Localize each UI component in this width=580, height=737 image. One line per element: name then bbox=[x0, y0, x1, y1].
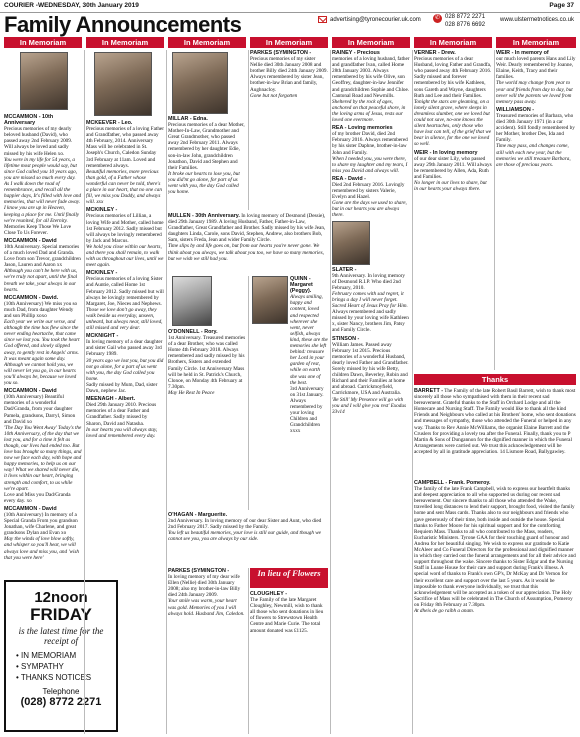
email-icon bbox=[318, 16, 327, 23]
column-rule bbox=[84, 50, 85, 734]
ad-caption: is the latest time for the receipt of bbox=[18, 626, 104, 646]
in-lieu-header: In lieu of Flowers bbox=[250, 568, 328, 588]
notice-tail: Memories Keep Those We Love Close To Us Forever. bbox=[4, 223, 72, 236]
notice-odonnell bbox=[168, 329, 246, 509]
notice-verse: Beautiful memories, more precious than gold, of a Father whose wonderful can never be told, there's a place in our heart, that no one can fill, we miss you Daddy, and always will. xxx bbox=[86, 168, 162, 206]
notice-head: QUINN - Margaret (Peggy). bbox=[290, 276, 313, 295]
notice-body: 2nd Anniversary. In loving memory of our dear Sister and Aunt, who died 2nd February 2017. Sadly missed by the Family. bbox=[168, 518, 322, 531]
notice-head: MCCAMMON - David bbox=[4, 237, 57, 244]
notice-body: Precious memories of a dear Husband, loving Father and Grandfa, who passed away 4th February 2016. Sadly missed and forever remembered by his wife Kathleen, sons Gareth and Wayne, daughters Ruth and Lee and their Families. bbox=[414, 56, 492, 99]
notice-body: (10th Anniversary) Beautiful memories of a wonderful Dad/Granda, from your daughter Pamela, grandsons, Darryl, Simon and David xo bbox=[4, 394, 76, 425]
notice-verse: Gone are the days we used to share, but in our hearts you are always there. bbox=[332, 200, 407, 219]
column-rule bbox=[412, 50, 413, 734]
page-number: Page 37 bbox=[549, 2, 574, 9]
notice-verse: The world may change from year to year and friends from day to day, but never will the parents we loved from memory pass away. bbox=[496, 80, 573, 105]
ad-item: • IN MEMORIAM bbox=[16, 651, 77, 660]
notice-body: Treasured memories of Barbara, who died 30th January 1971 (in a car accident). Still fondly remembered by her Mother, brother Des, Ida and Family. bbox=[496, 112, 575, 144]
website-link[interactable]: www.ulstermetnotices.co.uk bbox=[500, 17, 575, 23]
notice-body: 3rd Anniversary on 31st January. Always remembered by your loving Children and Grandchildren xxxx bbox=[290, 385, 324, 435]
photo-odonnell bbox=[172, 276, 212, 326]
column-5 bbox=[332, 50, 410, 732]
section-header-6: In Memoriam bbox=[414, 37, 492, 48]
notice-body: 1st Anniversary. Treasured memories of a dear Brother, who was called Home 4th February 2018. Always remembered and sadly missed by his Brothers, Sisters and extended Family Circle. 1st Anniversary Mass will be held in St. Patrick's Church, Clonoe, on Monday 4th February at 7.30pm. bbox=[168, 335, 246, 390]
notice-verse: You left us beautiful memories, your love is still our guide, and though we cannot see you, you are always by our side. bbox=[168, 530, 321, 543]
notice-verse: 'Be Still' My Presence will go with you and I will give you rest' Exodus 33v14 bbox=[332, 396, 406, 415]
notice-head: REA - David - bbox=[332, 175, 366, 182]
photo-slater bbox=[332, 221, 370, 265]
thanks-header: Thanks bbox=[414, 374, 576, 385]
notice-body: Precious memories of a loving Father and Grandfather, who passed away 4th February, 2014. Anniversary Mass will be celebrated in St. Joseph's Church, Caledon Sunday 3rd February at 11am. Loved and remembered always. bbox=[86, 126, 164, 169]
notice-barrett bbox=[414, 388, 576, 476]
notice-head: WILLIAMSON - bbox=[496, 106, 535, 113]
notice-body: The Family of the late Margaret Cloughley, Newmill, wish to thank all those who sent donations in lieu of flowers to Strewstown Health Centre and Marie Curie. The total amount donated was £1125. bbox=[250, 597, 324, 634]
notice-tail: Love and Miss you Dad/Granda every day. xo bbox=[4, 491, 71, 504]
notice-head: SLATER - bbox=[332, 266, 357, 273]
notice-body: Died 2nd February 2016. Lovingly remembered by sisters Valerie, Evelyn and Hazel. bbox=[332, 181, 405, 201]
notice-body: Precious memories of my sister Nellie died 30th January 2008 and brother Billy died 24th January 2009. Always remembered by sister Jean, brother-in-law Brian and family, Aughnacloy. bbox=[250, 56, 328, 93]
notice-campbell bbox=[414, 480, 576, 732]
notice-tail: Sadly missed by Mum, Dad, sister Dawn, nephew Jac. bbox=[86, 381, 158, 395]
notice-verse: Your smile was warm, your heart was gold. Memories of you I will always hold. Husband Jim, Caledon. bbox=[168, 598, 245, 617]
notice-head: CAMPBELL - Frank. Pomeroy. bbox=[414, 480, 491, 486]
masthead bbox=[0, 13, 580, 37]
notice-body: Precious memories of Lillian, a loving Wife and Mother, called home 1st February 2012. Sadly missed but will always be lovingly remembered by Jack and Marcus. bbox=[86, 213, 164, 244]
notice-body: of our dear sister Lily, who passed away 29th January 2011. Will always be remembered by Allen, Ada, Ruth and Families. bbox=[414, 155, 492, 180]
notice-head: MCCAMMON - 10th Anniversary bbox=[4, 114, 54, 127]
notice-body: 10th Anniversary. Special memories of a much loved Dad and Granda. Love from son Trevor, grandchildren Jason, Lauren and Aaron xx bbox=[4, 243, 81, 269]
ad-telephone: (028) 8772 2271 bbox=[20, 696, 102, 708]
notice-head: MCCAMMON - David bbox=[4, 388, 57, 395]
notice-head: WEIR - In loving memory bbox=[414, 149, 478, 156]
notice-head: RAINEY - Precious bbox=[332, 50, 380, 56]
column-2 bbox=[86, 120, 164, 732]
notice-head: MILLAR - Edna. bbox=[168, 116, 208, 122]
notice-tail: Always remembered and sadly missed by your loving wife Kathleen x, sister Nancy, brothers Jim, Patsy and Family Circle. bbox=[332, 309, 409, 334]
notice-body: our much loved parents Hans and Lily Weir. Dearly remembered by Joanne, Elaine, Keith, Tracy and their families. bbox=[496, 56, 576, 81]
notice-verse: Gone but not forgotten bbox=[250, 92, 298, 99]
notice-verse: Each year we write our verse, and although the time has flew since the never ending heartache, that came since we lost you. You took the heart God offered, and slowly slipped away, to gently rest in Angels' arms. It was meant again some day. Although we cannot hold you, we will never let you go, in our hearts you'll always be, because we loved you so. bbox=[4, 319, 80, 387]
notice-head: REA - Loving memories bbox=[332, 125, 393, 132]
notice-millar bbox=[168, 116, 246, 212]
section-header-2: In Memoriam bbox=[86, 37, 164, 48]
photo-quinn bbox=[252, 276, 288, 324]
notice-body: 9th Anniversary. In loving memory of Desmond R.I.P. Who died 2nd February, 2010. bbox=[332, 272, 405, 291]
column-rule bbox=[166, 50, 167, 734]
notice-verse: Always smiling, happy and content, loved and respected wherever she went, never selfish, always kind, these are the memories she left behind: treasure her Lord in your garden of rest, while on earth she was one of the best. bbox=[290, 294, 328, 386]
section-header-5: In Memoriam bbox=[332, 37, 410, 48]
notice-body: The Family of the late Robert Basil Barrett, wish to thank most sincerely all those who sympathised with them in their recent sad bereavement. Grateful thanks to the Staff in Orchard Lodge and all the Homecare and Nursing Staff. The Family would like to thank all the kind Friends and Neighbours who called at his Brothers' home, who sent donations and messages of sympathy, those who attended the Funeral or helped in any way. Thanks to Rev Annie McWilliams, the organist Elaine Barrett and the Cruslers for providing a lovely tea after the Funeral. Finally, thank you to P Martin & Sons of Dungannon for the dignified manner in which the Funeral Arrangements were carried out. We trust this acknowledgement will be accepted by all in gratitude appreciation. 14 Lismore Road, Ballygawley. bbox=[414, 388, 576, 455]
notice-verse: May the winds of love blow softly, and whisper so you'll hear, we will always love and miss you, and 'wish that you were here' bbox=[4, 536, 80, 561]
notice-head: VERNER - Drew. bbox=[414, 50, 456, 56]
notice-head: MCKINLEY - bbox=[86, 207, 118, 214]
notice-body: (10th Anniversary) In memory of a Special Granda From you grandson Jonathan, wife Charlene, and great grandsons Dylan and Evan xo bbox=[4, 512, 78, 537]
paper-date: COURIER -WEDNESDAY, 30th January 2019 bbox=[4, 2, 139, 9]
notice-verse: No longer in our lives to share, but in our hearts your always there. bbox=[414, 179, 487, 193]
notice-body: (10th Anniversary) We miss you so much Dad, from daughter Wendy and son Phillip xoxo bbox=[4, 300, 78, 319]
notice-body: In loving memory of Desmond (Dessie), died 29th January 1989. A loving Husband, Father, Father-in-Law, Grandfather, Great Grandfather and Brother. Sadly missed by his wife Jean, daughters Linda, Carole, sons David, Stephen, Andrew, also brothers Bob, Sam, sisters Freda, Jean and wider Family Circle. bbox=[168, 213, 326, 244]
ad-item: • THANKS NOTICES bbox=[16, 673, 92, 682]
phone-icon: ✆ bbox=[434, 15, 441, 21]
section-header-4: In Memoriam bbox=[250, 37, 328, 48]
column-7 bbox=[496, 50, 576, 370]
notice-verse: You were in my life for 54 years, a lifetime most people would say, but since God called you 10 years ago, you are missed so much every day. As I walk down the road of remembrance, and recall all the happier days, It's filled with love and memories, that will never fade away. I know you are up in Heaven, keeping a place for me. Until finally we're reunited, for all Eternity. bbox=[4, 156, 82, 224]
notice-quinn bbox=[290, 276, 328, 508]
notice-body: The family of the late Frank Campbell, wish to express our heartfelt thanks and deepest appreciation to all who supported us during our recent sad bereavement. Our sincere thanks to all those who attended the Wake, travelled long distances to lend their support, brought food, visited the family home and sent Mass cards. Thanks also to our neighbours and friends who gave generously of their time, both inside and outside the house. Special thanks to Father Moore for his spiritual support and for the comforting Requiem Mass. Thanks to all who contributed to the Mass, readers, Eucharistic Ministers. Tyrone GAA for their touching guard of honour and Andrea for her beautiful singing. We wish to express our gratitude to Katie McAleer and Co Funeral Directors for the professional and dignified manner in which they carried out the funeral arrangements and for all their advice and support throughout the wake. Sincere thanks to Sister Edgar and the Nursing Staff in Loane House for their care and support during Frank's illness. A special word of thanks to Frank's own GP's, Dr McKay and Dr Vernon for their excellent care and support over the last 5 years. As it would be impossible to thank everyone individually, we trust that this acknowledgement will be accepted as a token of our appreciation. The Holy Sacrifice of Mass will be celebrated in The Church of Assumption, Pomeroy on Friday 8th February at 7.30pm. bbox=[414, 486, 576, 608]
ad-time: 12noon bbox=[34, 589, 88, 606]
notice-verse: When I needed you, you were there, to share my laughter and my tears, I miss you David and always will. bbox=[332, 155, 408, 174]
email-link[interactable]: advertising@tyronecourier.uk.com bbox=[330, 17, 421, 23]
notice-verse: Although you can't be here with us, we're truly not apart, until the final breath we take, your always in our hearts. bbox=[4, 268, 78, 293]
column-rule bbox=[248, 50, 249, 210]
section-header-7: In Memoriam bbox=[496, 37, 576, 48]
notice-body: Precious memories of a loving Sister and Auntie, called Home 1st February 2012. Sadly missed but will always be lovingly remembered by Margaret, Joe, Nieces and Nephews. bbox=[86, 276, 164, 307]
notice-head: BARRETT - bbox=[414, 388, 444, 394]
notice-head: O'DONNELL - Rory. bbox=[168, 329, 218, 335]
notice-head: WEIR - In memory of bbox=[496, 50, 549, 56]
column-rule bbox=[248, 276, 249, 510]
column-rule bbox=[248, 568, 249, 734]
ad-day: FRIDAY bbox=[30, 605, 92, 624]
notice-verse: It broke our hearts to lose you, but you did'nt go alone, for part of us went with you, the day God called you home. bbox=[168, 170, 240, 196]
notice-body: William James. Passed away February 1st 2015. Precious memories of a wonderful Husband, dearly loved Father and Grandfather. Sorely missed by his wife Betty, children Dawn, Beverley, Robin and Richard and their Families at home and abroad. Carrickmoyfield, Carrickmore, USA and Australia. bbox=[332, 341, 409, 397]
notice-body: Precious memories of a dear Mother, Mother-In-Law, Grandmother and Great Grandmother, who passed away 2nd February 2011. Always remembered by her daughter Edie, son-in-law John, grandchildren Jonathon, David and Stephen and their Families. bbox=[168, 122, 245, 171]
notice-verse: Tonight the stars are gleaming, on a lonely silent grave, where sleeps in dreamless slumber, one we loved but could not save, no-one knows the silent heartaches, only those who have lost can tell, of the grief that we bear in silence, for the one we loved so well. bbox=[414, 98, 492, 148]
column-1 bbox=[4, 114, 82, 576]
notice-head: MCCAMMON - David bbox=[4, 505, 57, 512]
notice-cloughley bbox=[250, 591, 328, 733]
notice-head: MCKINLEY - bbox=[86, 270, 118, 277]
column-rule bbox=[494, 50, 495, 370]
notice-verse: In our hearts you will always stay, loved and remembered every day. bbox=[86, 426, 158, 439]
notice-head: MCKEEVER - Leo. bbox=[86, 120, 133, 126]
notice-head: MCKNIGHT - bbox=[86, 333, 119, 340]
notice-head: MCCAMMON - David. bbox=[4, 294, 59, 301]
notice-body: of my brother David, died 2nd February 2016. Always remembered by his sister Daphne, brother-in-law John and Family. bbox=[332, 131, 408, 156]
photo-millar bbox=[172, 52, 228, 114]
photo-mccammon bbox=[20, 52, 68, 110]
notice-verse: 30 years ago we lost you, but you did not go alone, for a part of us went with you, the day God called you home. bbox=[86, 357, 164, 382]
notice-body: In loving memory of a dear daughter and sister Gail who passed away 3rd February 1989. bbox=[86, 339, 163, 358]
notice-head: MEENAGH - Albert. bbox=[86, 396, 136, 403]
notice-tail: At dheis de go raibh a anam. bbox=[414, 607, 475, 614]
notice-head: O'HAGAN - Marguerite. bbox=[168, 512, 228, 518]
photo-mckeever bbox=[94, 52, 152, 116]
notice-body: In loving memory of my dear wife Ellen (Nellie) died 30th January 2008; also my brother-in-law Billy died 24th January 2009. bbox=[168, 574, 241, 599]
section-header-1: In Memoriam bbox=[4, 37, 82, 48]
notice-verse: Those we love don't go away, they walk beside us everyday, unseen, unheard, but always near, still loved, still missed and very dear. bbox=[86, 306, 163, 332]
notice-head: MULLEN - 30th Anniversary. bbox=[168, 213, 240, 219]
notice-verse: Sheltered by the rock of ages, anchored on that peaceful shore, in the loving arms of Jesus, rests our loved one evermore. bbox=[332, 98, 406, 124]
ad-telephone-label: Telephone bbox=[42, 687, 80, 696]
notice-body: Precious memories of my dearly beloved husband (David), who passed away 2nd February 2009. Will always be loved and sadly missed by his wife Helen xo. bbox=[4, 126, 73, 157]
notice-head: CLOUGHLEY - bbox=[250, 591, 288, 597]
page-title: Family Announcements bbox=[4, 12, 242, 37]
notice-body: Died 29th January 2010. Precious memories of a dear Father and Grandfather. Sadly missed by Sharon, David and Natasha. bbox=[86, 402, 157, 427]
notice-head: PARKES (SYMINGTON - bbox=[250, 50, 312, 56]
notice-verse: 'The Day You Went Away' Today's the 10th Anniversary, of the day that we lost you, and for a time it felt as though, our lives had ended too. But love has brought so many things, and now we face each day, with hope and happy memories, to help us on our way! What we shared will never die, it lives within our heart, bringing strength and comfort, to us while we're apart. bbox=[4, 424, 82, 492]
notice-mullen bbox=[168, 213, 328, 273]
section-header-3: In Memoriam bbox=[168, 37, 246, 48]
notice-parkes-2 bbox=[168, 568, 246, 734]
column-6 bbox=[414, 50, 492, 370]
phone-number-1: 028 8772 2271 bbox=[445, 14, 486, 20]
column-rule bbox=[330, 50, 331, 734]
notice-head: PARKES (SYMINGTON - bbox=[168, 568, 230, 574]
notice-head: STINSON - bbox=[332, 335, 360, 342]
notice-ohagan bbox=[168, 512, 328, 564]
notice-verse: May He Rest In Peace bbox=[168, 389, 215, 396]
notice-verse: Time may pass, and changes come, still with each new year, but the memories we still treasure Barbara, are those of precious years. bbox=[496, 143, 571, 168]
notice-body: memories of a loving husband, father and grandfather Ivan, called Home 28th January 2003. Always remembered by his wife Olive, son Geoffrey, daughter-in-law Jennifer and grandchildren Sophie and Chloe. Cantonal Road and Newmills. bbox=[332, 56, 410, 99]
notice-parkes-1 bbox=[250, 50, 328, 210]
ad-item: • SYMPATHY bbox=[16, 662, 64, 671]
notice-verse: We hold you close within our hearts, and there you shall remain, to walk with us throughout our lives, until we meet again. bbox=[86, 243, 164, 269]
notice-verse: February comes with sad regret, it brings a day I will never forget. Sacred Heart of Jesus Pray for Him. bbox=[332, 290, 408, 310]
phone-number-2: 028 8776 6692 bbox=[445, 22, 486, 28]
notice-verse: Time slips by and life goes on, but from our hearts you're never gone. We think about you always, we talk about you too, we have so many memories, but we wish we still had you. bbox=[168, 243, 324, 262]
